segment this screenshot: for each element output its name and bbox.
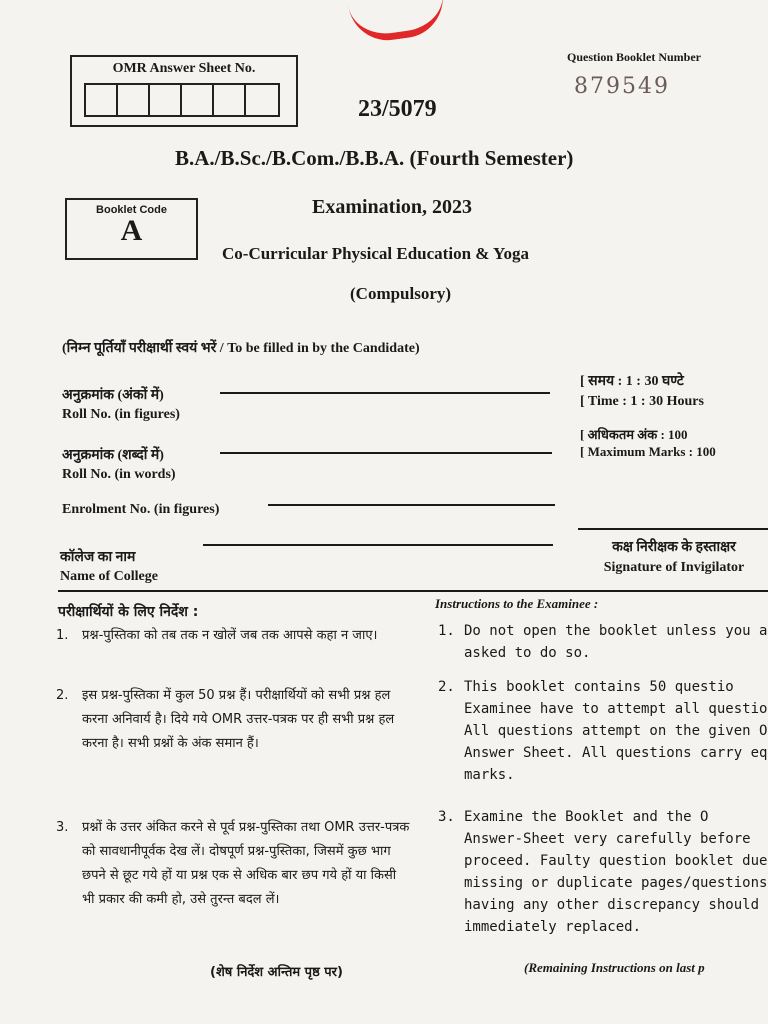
english-instruction-item	[438, 620, 768, 664]
time-hi: [ समय : 1 : 30 घण्टे	[580, 374, 684, 389]
item-text: Examine the Booklet and the O Answer-Sheet very carefully before proceed. Faulty question booklet due missing or duplicate pages/questions having any other discrepancy should immediately replaced.	[464, 809, 768, 935]
item-number: 3.	[438, 809, 455, 825]
booklet-code-label: Booklet Code	[96, 204, 167, 216]
english-footer-note: (Remaining Instructions on last p	[524, 960, 705, 975]
roll-words-label-hi: अनुक्रमांक (शब्दों में)	[62, 448, 164, 463]
roll-figures-label	[62, 386, 180, 424]
hindi-instruction-item	[56, 684, 412, 756]
roll-figures-label-en: Roll No. (in figures)	[62, 407, 180, 422]
college-label	[60, 548, 158, 586]
time-en: [ Time : 1 : 30 Hours	[580, 394, 704, 409]
signature-en: Signature of Invigilator	[603, 560, 745, 575]
english-instruction-item	[438, 676, 768, 786]
omr-cell	[118, 85, 150, 115]
question-booklet-number: 879549	[574, 74, 670, 99]
marks-en: [ Maximum Marks : 100	[580, 444, 716, 459]
item-text: इस प्रश्न-पुस्तिका में कुल 50 प्रश्न हैं। परीक्षार्थियों को सभी प्रश्न हल करना अनिवार्य है। दिये गये OMR उत्तर-पत्रक पर ही सभी प्रश्न हल करना है। सभी प्रश्नों के अंक समान हैं।	[82, 688, 395, 751]
booklet-code-box	[65, 198, 198, 260]
question-booklet-number-label: Question Booklet Number	[567, 50, 702, 64]
item-text: Do not open the booklet unless you a asked to do so.	[464, 623, 768, 661]
subject-title: Co-Curricular Physical Education & Yoga	[222, 244, 529, 263]
roll-words-label-en: Roll No. (in words)	[62, 467, 176, 482]
marks-info	[580, 426, 716, 460]
compulsory-label: (Compulsory)	[350, 284, 452, 303]
course-title: B.A./B.Sc./B.Com./B.B.A. (Fourth Semester)	[175, 146, 574, 170]
item-text: प्रश्न-पुस्तिका को तब तक न खोलें जब तक आपसे कहा न जाए।	[82, 628, 378, 643]
omr-cell	[150, 85, 182, 115]
omr-cell	[246, 85, 278, 115]
invigilator-signature-field[interactable]	[578, 528, 768, 530]
hindi-instruction-item	[56, 624, 412, 648]
item-text: This booklet contains 50 questio Examinee have to attempt all questio All questions attempt on the given O Answer Sheet. All questions carry eq marks.	[464, 679, 768, 783]
signature-hi: कक्ष निरीक्षक के हस्ताक्षर	[612, 540, 736, 555]
roll-figures-label-hi: अनुक्रमांक (अंकों में)	[62, 388, 164, 403]
omr-answer-sheet-box	[70, 55, 298, 127]
roll-words-field[interactable]	[220, 452, 552, 454]
invigilator-signature-label	[580, 538, 768, 578]
paper-code: 23/5079	[358, 96, 437, 122]
english-instruction-item	[438, 806, 768, 938]
exam-title: Examination, 2023	[312, 196, 473, 218]
item-number: 2.	[56, 688, 69, 703]
item-number: 3.	[56, 820, 69, 835]
hindi-footer-note: (शेष निर्देश अन्तिम पृष्ठ पर)	[210, 965, 343, 980]
omr-cell	[86, 85, 118, 115]
hindi-instructions-title: परीक्षार्थियों के लिए निर्देश :	[58, 604, 199, 620]
item-number: 1.	[56, 628, 69, 643]
omr-label: OMR Answer Sheet No.	[112, 61, 256, 76]
time-info	[580, 372, 704, 412]
marks-hi: [ अधिकतम अंक : 100	[580, 427, 688, 442]
enrolment-field[interactable]	[268, 504, 555, 506]
red-ink-mark	[347, 0, 448, 45]
roll-figures-field[interactable]	[220, 392, 550, 394]
omr-number-cells	[84, 83, 280, 117]
college-label-en: Name of College	[60, 569, 158, 584]
hindi-instruction-item	[56, 816, 412, 912]
booklet-code-value: A	[120, 214, 143, 247]
candidate-fill-note: (निम्न पूर्तियाँ परीक्षार्थी स्वयं भरें / To be filled in by the Candidate)	[62, 341, 420, 356]
college-label-hi: कॉलेज का नाम	[60, 550, 136, 565]
section-divider	[58, 590, 768, 592]
english-instructions-title: Instructions to the Examinee :	[435, 596, 599, 611]
omr-cell	[214, 85, 246, 115]
item-text: प्रश्नों के उत्तर अंकित करने से पूर्व प्रश्न-पुस्तिका तथा OMR उत्तर-पत्रक को सावधानीपूर्वक देख लें। दोषपूर्ण प्रश्न-पुस्तिका, जिसमें कुछ भाग छपने से छूट गये हों या प्रश्न एक से अधिक बार छप गये हों या किसी भी प्रकार की कमी हो, उसे तुरन्त बदल लें।	[82, 820, 410, 907]
omr-cell	[182, 85, 214, 115]
enrolment-label: Enrolment No. (in figures)	[62, 502, 220, 517]
roll-words-label	[62, 446, 176, 484]
item-number: 2.	[438, 679, 455, 695]
college-field[interactable]	[203, 544, 553, 546]
item-number: 1.	[438, 623, 455, 639]
